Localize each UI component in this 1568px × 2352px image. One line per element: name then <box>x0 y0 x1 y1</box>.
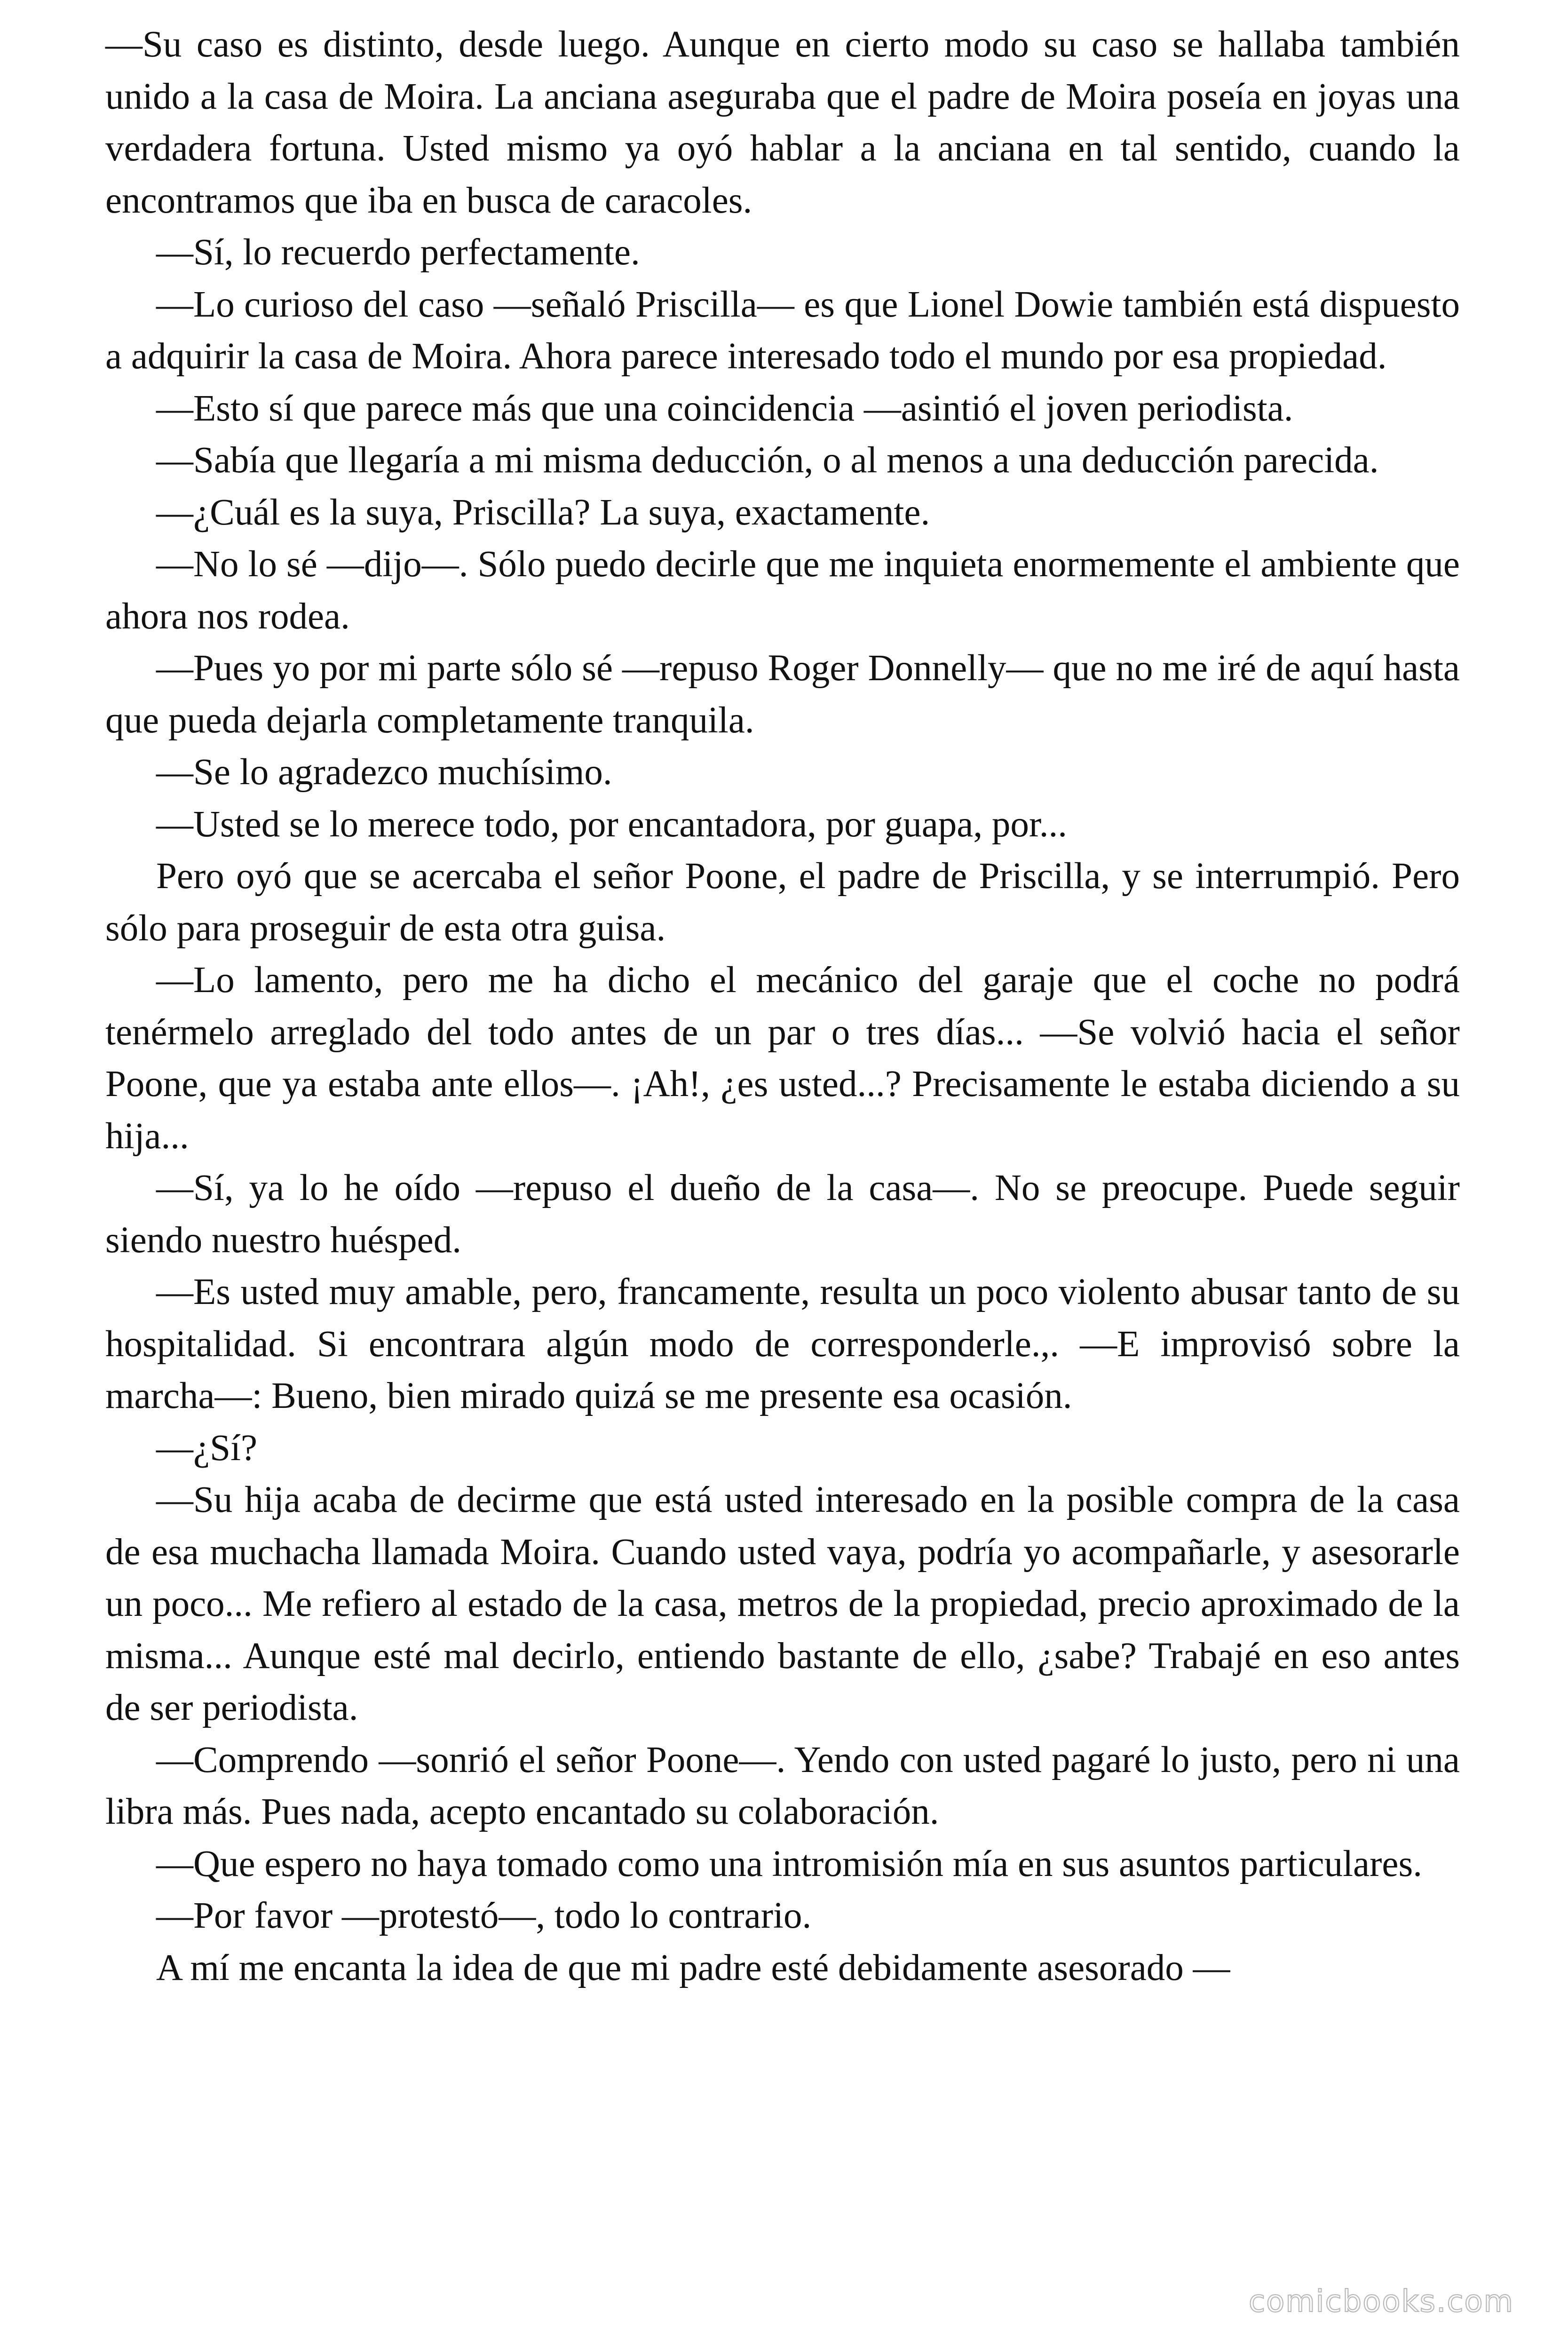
paragraph-7: —No lo sé —dijo—. Sólo puedo decirle que me inquieta enormemente el ambiente que ahora nos rodea. <box>105 544 1460 637</box>
paragraph-2: —Sí, lo recuerdo perfectamente. <box>156 232 640 273</box>
paragraph-5: —Sabía que llegaría a mi misma deducción, o al menos a una deducción parecida. <box>156 440 1379 481</box>
paragraph-14: —Es usted muy amable, pero, francamente, resulta un poco violento abusar tanto de su hospitalidad. Si encontrara algún modo de corresponderle.,. —E improvisó sobre la marcha—: Bueno, bien mirado quizá se me presente esa ocasión. <box>105 1271 1460 1416</box>
watermark: comicbooks.com <box>1248 2284 1514 2319</box>
paragraph-8: —Pues yo por mi parte sólo sé —repuso Roger Donnelly— que no me iré de aquí hasta que pueda dejarla completamente tranquila. <box>105 648 1460 741</box>
paragraph-16: —Su hija acaba de decirme que está usted interesado en la posible compra de la casa de esa muchacha llamada Moira. Cuando usted vaya, podría yo acompañarle, y asesorarle un poco... Me refiero al estado de la casa, metros de la propiedad, precio aproximado de la misma... Aunque esté mal decirlo, entiendo bastante de ello, ¿sabe? Trabajé en eso antes de ser periodista. <box>105 1479 1460 1728</box>
paragraph-9: —Se lo agradezco muchísimo. <box>156 752 612 793</box>
paragraph-1: —Su caso es distinto, desde luego. Aunque en cierto modo su caso se hallaba también unido a la casa de Moira. La anciana aseguraba que el padre de Moira poseía en joyas una verdadera fortuna. Usted mismo ya oyó hablar a la anciana en tal sentido, cuando la encontramos que iba en busca de caracoles. <box>105 24 1460 221</box>
paragraph-19: —Por favor —protestó—, todo lo contrario. <box>156 1895 812 1936</box>
paragraph-20: A mí me encanta la idea de que mi padre esté debidamente asesorado — <box>156 1947 1230 1988</box>
paragraph-10: —Usted se lo merece todo, por encantadora, por guapa, por... <box>156 803 1068 845</box>
paragraph-11: Pero oyó que se acercaba el señor Poone, el padre de Priscilla, y se interrumpió. Pero sólo para proseguir de esta otra guisa. <box>105 856 1460 949</box>
paragraph-6: —¿Cuál es la suya, Priscilla? La suya, exactamente. <box>156 492 930 533</box>
paragraph-3: —Lo curioso del caso —señaló Priscilla— es que Lionel Dowie también está dispuesto a adquirir la casa de Moira. Ahora parece interesado todo el mundo por esa propiedad. <box>105 284 1460 377</box>
paragraph-12: —Lo lamento, pero me ha dicho el mecánico del garaje que el coche no podrá tenérmelo arreglado del todo antes de un par o tres días... —Se volvió hacia el señor Poone, que ya estaba ante ellos—. ¡Ah!, ¿es usted...? Precisamente le estaba diciendo a su hija... <box>105 960 1460 1157</box>
paragraph-18: —Que espero no haya tomado como una intromisión mía en sus asuntos particulares. <box>156 1843 1422 1884</box>
document-page <box>105 19 1460 2314</box>
paragraph-17: —Comprendo —sonrió el señor Poone—. Yendo con usted pagaré lo justo, pero ni una libra más. Pues nada, acepto encantado su colaboración. <box>105 1739 1460 1832</box>
paragraph-15: —¿Sí? <box>156 1427 258 1469</box>
paragraph-13: —Sí, ya lo he oído —repuso el dueño de la casa—. No se preocupe. Puede seguir siendo nuestro huésped. <box>105 1168 1460 1261</box>
paragraph-4: —Esto sí que parece más que una coincidencia —asintió el joven periodista. <box>156 388 1293 429</box>
